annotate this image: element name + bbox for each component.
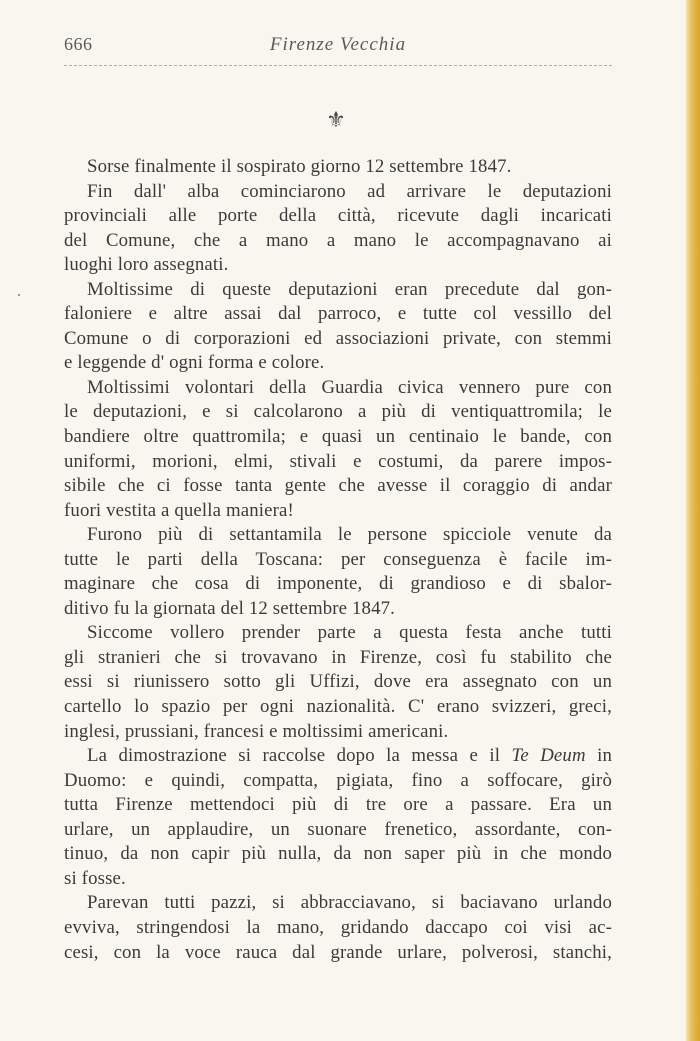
text-line-content: e leggende d' ogni forma e colore.	[64, 352, 325, 374]
text-line-content: Moltissimi volontari della Guardia civica vennero pure con	[87, 376, 612, 398]
text-line	[64, 720, 612, 745]
text-line-content: evviva, stringendosi la mano, gridando daccapo coi visi ac-	[64, 916, 612, 938]
text-line	[64, 450, 612, 475]
text-line-content: gli stranieri che si trovavano in Firenze, così fu stabilito che	[64, 646, 612, 668]
text-line	[64, 376, 612, 401]
text-line	[64, 744, 612, 769]
header-rule	[64, 65, 612, 66]
text-line-content: Duomo: e quindi, compatta, pigiata, fino a soffocare, girò	[64, 769, 612, 791]
text-line-content: La dimostrazione si raccolse dopo la messa e il	[87, 745, 512, 767]
text-line	[64, 793, 612, 818]
text-line	[64, 916, 612, 941]
text-line-content: uniformi, morioni, elmi, stivali e costumi, da parere impos-	[64, 450, 612, 472]
text-line-content: sibile che ci fosse tanta gente che avesse il coraggio di andar	[64, 475, 612, 497]
text-line	[64, 523, 612, 548]
text-line	[64, 327, 612, 352]
text-line-content: tutta Firenze mettendoci più di tre ore a passare. Era un	[64, 794, 612, 816]
text-line	[64, 597, 612, 622]
page-edge	[686, 0, 700, 1041]
text-line	[64, 474, 612, 499]
page-number: 666	[64, 34, 93, 54]
text-line	[64, 400, 612, 425]
text-line	[64, 155, 612, 180]
fleur-de-lis-icon: ⚜	[326, 108, 346, 133]
text-line-content: Fin dall' alba cominciarono ad arrivare le deputazioni	[87, 180, 612, 202]
text-line	[64, 646, 612, 671]
text-line-content: bandiere oltre quattromila; e quasi un centinaio le bande, con	[64, 426, 612, 448]
text-line	[64, 180, 612, 205]
text-line-content: tinuo, da non capir più nulla, da non saper più in che mondo	[64, 843, 612, 865]
running-title: Firenze Vecchia	[269, 34, 407, 55]
text-line-content: essi si riunissero sotto gli Uffizi, dove era assegnato con un	[64, 671, 612, 693]
text-line-tail: in	[585, 745, 612, 767]
text-line-content: faloniere e altre assai dal parroco, e tutte col vessillo del	[64, 303, 612, 325]
text-line-content: cartello lo spazio per ogni nazionalità. C' erano svizzeri, greci,	[64, 696, 612, 718]
text-line-content: Moltissime di queste deputazioni eran precedute dal gon-	[87, 278, 612, 300]
text-line	[64, 302, 612, 327]
text-line-content: cesi, con la voce rauca dal grande urlare, polverosi, stanchi,	[64, 941, 612, 963]
text-line	[64, 548, 612, 573]
body-text	[64, 155, 612, 965]
text-line	[64, 769, 612, 794]
text-line	[64, 204, 612, 229]
text-line	[64, 499, 612, 524]
text-line	[64, 229, 612, 254]
text-line-content: urlare, un applaudire, un suonare frenetico, assordante, con-	[64, 818, 612, 840]
italic-phrase: Te Deum	[511, 745, 586, 767]
text-line-content: provinciali alle porte della città, ricevute dagli incaricati	[64, 205, 612, 227]
text-line-content: maginare che cosa di imponente, di grandioso e di sbalor-	[64, 573, 612, 595]
text-line-content: fuori vestita a quella maniera!	[64, 499, 294, 521]
text-line	[64, 621, 612, 646]
text-line-content: Siccome vollero prender parte a questa festa anche tutti	[87, 622, 612, 644]
text-line-content: tutte le parti della Toscana: per conseguenza è facile im-	[64, 548, 612, 570]
text-line-content: le deputazioni, e si calcolarono a più di ventiquattromila; le	[64, 401, 612, 423]
text-line-content: si fosse.	[64, 867, 126, 889]
text-line-content: Sorse finalmente il sospirato giorno 12 settembre 1847.	[87, 156, 512, 177]
text-line-content: Comune o di corporazioni ed associazioni private, con stemmi	[64, 327, 612, 349]
text-line	[64, 941, 612, 966]
margin-dot	[18, 294, 20, 296]
text-line	[64, 818, 612, 843]
text-line-content: ditivo fu la giornata del 12 settembre 1847.	[64, 597, 396, 619]
text-line	[64, 867, 612, 892]
text-line-content: inglesi, prussiani, francesi e moltissimi americani.	[64, 720, 449, 742]
text-line	[64, 278, 612, 303]
text-line-content: Parevan tutti pazzi, si abbracciavano, si baciavano urlando	[87, 892, 612, 914]
text-line	[64, 842, 612, 867]
page-header	[64, 34, 612, 64]
text-line-content: del Comune, che a mano a mano le accompagnavano ai	[64, 229, 612, 251]
text-line	[64, 670, 612, 695]
text-line	[64, 253, 612, 278]
text-line	[64, 351, 612, 376]
text-line-content: luoghi loro assegnati.	[64, 254, 229, 276]
text-line	[64, 572, 612, 597]
text-line	[64, 891, 612, 916]
text-line	[64, 695, 612, 720]
text-line-content: Furono più di settantamila le persone spicciole venute da	[87, 524, 612, 546]
text-line	[64, 425, 612, 450]
